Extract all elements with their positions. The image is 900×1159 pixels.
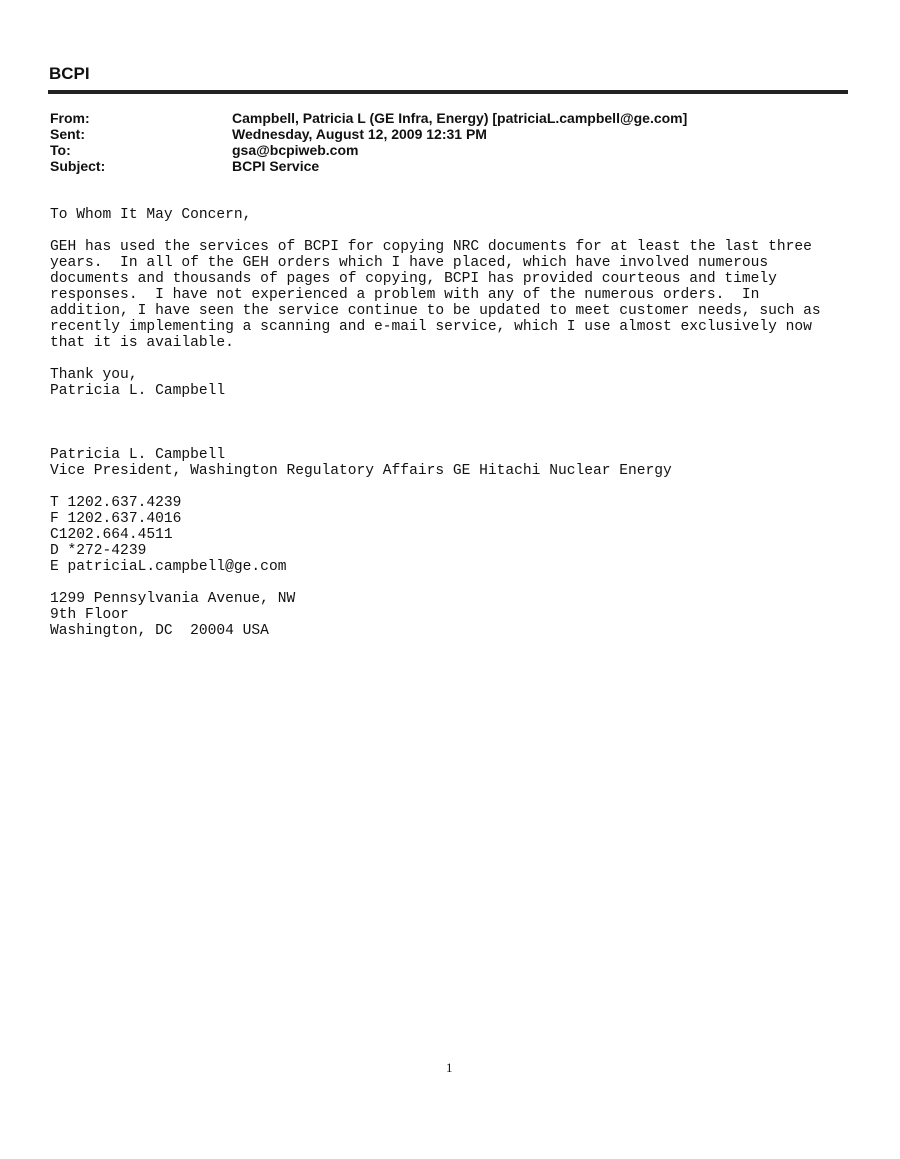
signature-position: Vice President, Washington Regulatory Affairs GE Hitachi Nuclear Energy [50, 463, 672, 479]
from-label: From: [50, 110, 90, 126]
signature-contacts [50, 495, 286, 575]
from-value: Campbell, Patricia L (GE Infra, Energy) [patriciaL.campbell@ge.com] [232, 110, 688, 126]
paragraph-line: years. In all of the GEH orders which I have placed, which have involved numerous [50, 255, 769, 271]
closing-text: Thank you, [50, 367, 138, 383]
signature-name: Patricia L. Campbell [50, 447, 226, 463]
contact-cell: C1202.664.4511 [50, 527, 173, 543]
address-line: 9th Floor [50, 607, 129, 623]
closing [50, 367, 225, 399]
document-title: BCPI [49, 64, 90, 83]
address-line: Washington, DC 20004 USA [50, 623, 269, 639]
paragraph-line: documents and thousands of pages of copying, BCPI has provided courteous and timely [50, 271, 777, 287]
contact-phone: T 1202.637.4239 [50, 495, 182, 511]
contact-fax: F 1202.637.4016 [50, 511, 182, 527]
from-row [50, 110, 687, 126]
address-line: 1299 Pennsylvania Avenue, NW [50, 591, 296, 607]
greeting: To Whom It May Concern, [50, 207, 252, 223]
paragraph-line: recently implementing a scanning and e-mail service, which I use almost exclusively now [50, 319, 812, 335]
subject-label: Subject: [50, 158, 106, 174]
signature-block [50, 447, 672, 479]
to-row [50, 142, 687, 158]
header-divider [48, 90, 848, 94]
contact-dial: D *272-4239 [50, 543, 147, 559]
paragraph-line: addition, I have seen the service continue to be updated to meet customer needs, such as [50, 303, 821, 319]
greeting-block [50, 207, 251, 223]
body-paragraph [50, 239, 821, 351]
sent-label: Sent: [50, 126, 85, 142]
paragraph-line: responses. I have not experienced a problem with any of the numerous orders. In [50, 287, 760, 303]
sent-value: Wednesday, August 12, 2009 12:31 PM [232, 126, 487, 142]
subject-value: BCPI Service [232, 158, 320, 174]
paragraph-line: GEH has used the services of BCPI for copying NRC documents for at least the last three [50, 239, 812, 255]
to-label: To: [50, 142, 71, 158]
contact-email: E patriciaL.campbell@ge.com [50, 559, 287, 575]
paragraph-line: that it is available. [50, 335, 234, 351]
subject-row [50, 158, 687, 174]
closing-name: Patricia L. Campbell [50, 383, 226, 399]
sent-row [50, 126, 687, 142]
page-number: 1 [446, 1060, 453, 1075]
to-value: gsa@bcpiweb.com [232, 142, 359, 158]
email-header [50, 110, 687, 174]
signature-address [50, 591, 295, 639]
